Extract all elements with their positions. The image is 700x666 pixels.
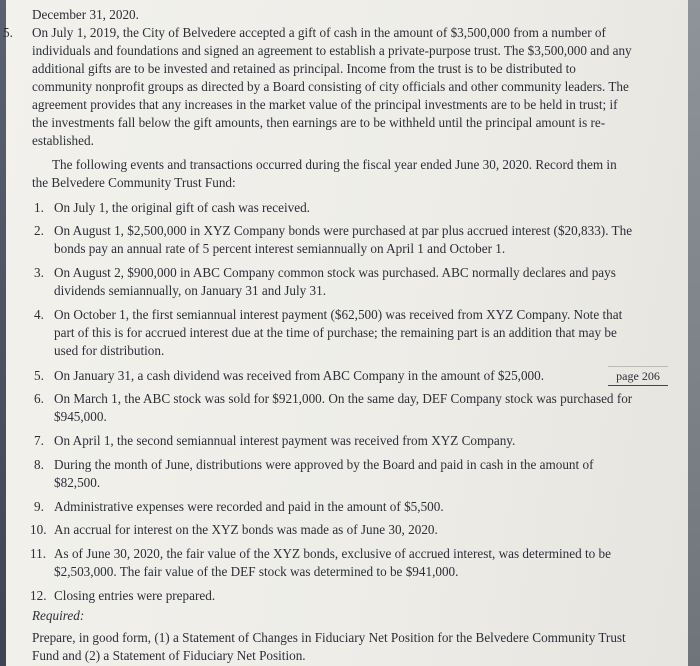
- problem-number: 5.: [3, 25, 13, 40]
- item-number: 1.: [34, 200, 44, 215]
- item-text: Closing entries were prepared.: [54, 588, 216, 603]
- required-line: Prepare, in good form, (1) a Statement of Changes in Fiduciary Net Position for the Belvedere Community Trust: [32, 630, 626, 645]
- required-line: Fund and (2) a Statement of Fiduciary Net Position.: [32, 648, 306, 663]
- item-text: During the month of June, distributions were approved by the Board and paid in cash in the amount of: [54, 457, 594, 472]
- item-text: $945,000.: [54, 409, 107, 424]
- item-text: On April 1, the second semiannual interest payment was received from XYZ Company.: [54, 433, 516, 448]
- item-number: 5.: [34, 368, 44, 383]
- item-text: $2,503,000. The fair value of the DEF stock was determined to be $941,000.: [54, 564, 459, 579]
- item-number: 2.: [34, 223, 44, 238]
- item-number: 6.: [34, 391, 44, 406]
- item-number: 10.: [30, 522, 47, 537]
- item-text: $82,500.: [54, 475, 101, 490]
- page-left-edge: [0, 0, 6, 666]
- item-text: On August 2, $900,000 in ABC Company common stock was purchased. ABC normally declares and pays: [54, 265, 616, 280]
- page-right-edge: [688, 0, 700, 666]
- item-text: On March 1, the ABC stock was sold for $921,000. On the same day, DEF Company stock was purchased for: [54, 391, 633, 406]
- item-number: 8.: [34, 457, 44, 472]
- item-text: On August 1, $2,500,000 in XYZ Company bonds were purchased at par plus accrued interest ($20,833). The: [54, 223, 633, 238]
- intro-line: the investments fall below the gift amounts, then earnings are to be withheld until the principal amount is re-: [32, 115, 606, 130]
- item-text: An accrual for interest on the XYZ bonds was made as of June 30, 2020.: [54, 522, 438, 537]
- page-marker: page 206: [608, 366, 668, 386]
- item-number: 11.: [30, 546, 46, 561]
- intro-line: additional gifts are to be invested and retained as principal. Income from the trust is to be distributed to: [32, 61, 576, 76]
- date-line: December 31, 2020.: [32, 7, 139, 22]
- intro-line: community nonprofit groups as directed by a Board consisting of city officials and other community leaders. The: [32, 79, 629, 94]
- item-text: part of this is for accrued interest due at the time of purchase; the remaining part is an addition that may be: [54, 325, 617, 340]
- lead-line: the Belvedere Community Trust Fund:: [32, 175, 236, 190]
- item-text: On October 1, the first semiannual interest payment ($62,500) was received from XYZ Company. Note that: [54, 307, 623, 322]
- intro-line: individuals and foundations and signed an agreement to establish a private-purpose trust. The $3,500,000 and any: [32, 43, 632, 58]
- item-text: dividends semiannually, on January 31 and July 31.: [54, 283, 327, 298]
- item-number: 7.: [34, 433, 44, 448]
- item-text: On July 1, the original gift of cash was received.: [54, 200, 310, 215]
- item-number: 12.: [30, 588, 47, 603]
- intro-line: agreement provides that any increases in the market value of the principal investments are to be held in trust; if: [32, 97, 618, 112]
- lead-line: The following events and transactions occurred during the fiscal year ended June 30, 2020. Record them in: [52, 157, 617, 172]
- intro-line: established.: [32, 133, 94, 148]
- item-text: As of June 30, 2020, the fair value of the XYZ bonds, exclusive of accrued interest, was determined to be: [54, 546, 612, 561]
- item-text: Administrative expenses were recorded and paid in the amount of $5,500.: [54, 499, 444, 514]
- item-text: bonds pay an annual rate of 5 percent interest semiannually on April 1 and October 1.: [54, 241, 506, 256]
- item-number: 3.: [34, 265, 44, 280]
- item-text: On January 31, a cash dividend was received from ABC Company in the amount of $25,000.: [54, 368, 545, 383]
- item-number: 4.: [34, 307, 44, 322]
- intro-line: On July 1, 2019, the City of Belvedere accepted a gift of cash in the amount of $3,500,000 from a number of: [32, 25, 606, 40]
- item-number: 9.: [34, 499, 44, 514]
- item-text: used for distribution.: [54, 343, 165, 358]
- required-label: Required:: [32, 608, 85, 623]
